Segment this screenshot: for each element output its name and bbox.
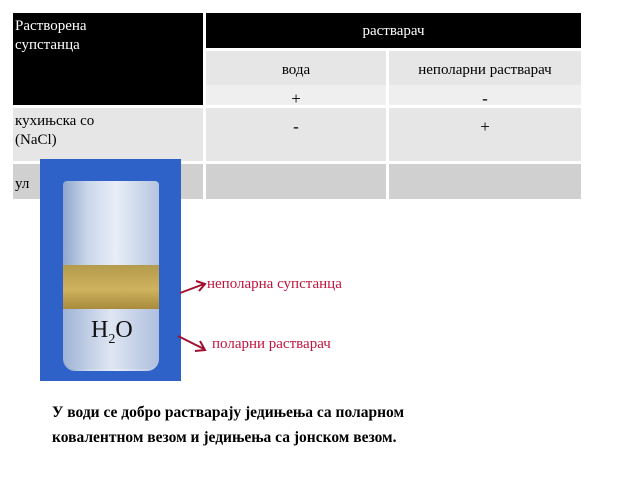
header-nonpolar-label: неполарни растварач bbox=[418, 62, 552, 78]
row2-water-cell bbox=[206, 108, 386, 161]
header-water-label: вода bbox=[281, 62, 311, 78]
row2-water-value: - bbox=[293, 117, 299, 136]
row2-nonpolar-value: + bbox=[480, 117, 490, 136]
caption-line1: У води се добро растварају једињења са поларном bbox=[52, 404, 405, 421]
row1-water-cell bbox=[206, 85, 386, 108]
row2-label-cell bbox=[13, 108, 203, 161]
row3-water-cell bbox=[206, 164, 386, 199]
label-nonpolar-substance: неполарна супстанца bbox=[207, 276, 342, 292]
header-dissolved-substance bbox=[13, 13, 203, 105]
row2-label-line2: (NaCl) bbox=[15, 132, 57, 148]
row2-nonpolar-cell bbox=[389, 108, 581, 161]
header-col1-line2: супстанца bbox=[15, 37, 80, 53]
header-col1-line1: Растворена bbox=[15, 18, 87, 34]
row1-water-value: + bbox=[291, 89, 301, 108]
header-solvent-group bbox=[206, 13, 581, 48]
label-polar-solvent: поларни растварач bbox=[212, 336, 331, 352]
row2-label-line1: кухињска со bbox=[15, 113, 95, 129]
row3-nonpolar-cell bbox=[389, 164, 581, 199]
header-group-label: растварач bbox=[362, 23, 425, 39]
header-water bbox=[206, 51, 386, 85]
glass-photo bbox=[40, 159, 181, 381]
row1-nonpolar-value: - bbox=[482, 89, 488, 108]
caption-line2: ковалентном везом и једињења са јонском везом. bbox=[52, 429, 397, 446]
caption-text bbox=[52, 400, 612, 450]
row1-nonpolar-cell bbox=[389, 85, 581, 108]
h2o-formula: $H_2O$ bbox=[91, 317, 133, 347]
row3-label: ул bbox=[15, 176, 30, 192]
arrow-nonpolar-icon bbox=[178, 278, 208, 298]
arrow-polar-icon bbox=[176, 333, 208, 355]
nonpolar-layer bbox=[63, 265, 159, 309]
header-nonpolar-solvent bbox=[389, 51, 581, 85]
